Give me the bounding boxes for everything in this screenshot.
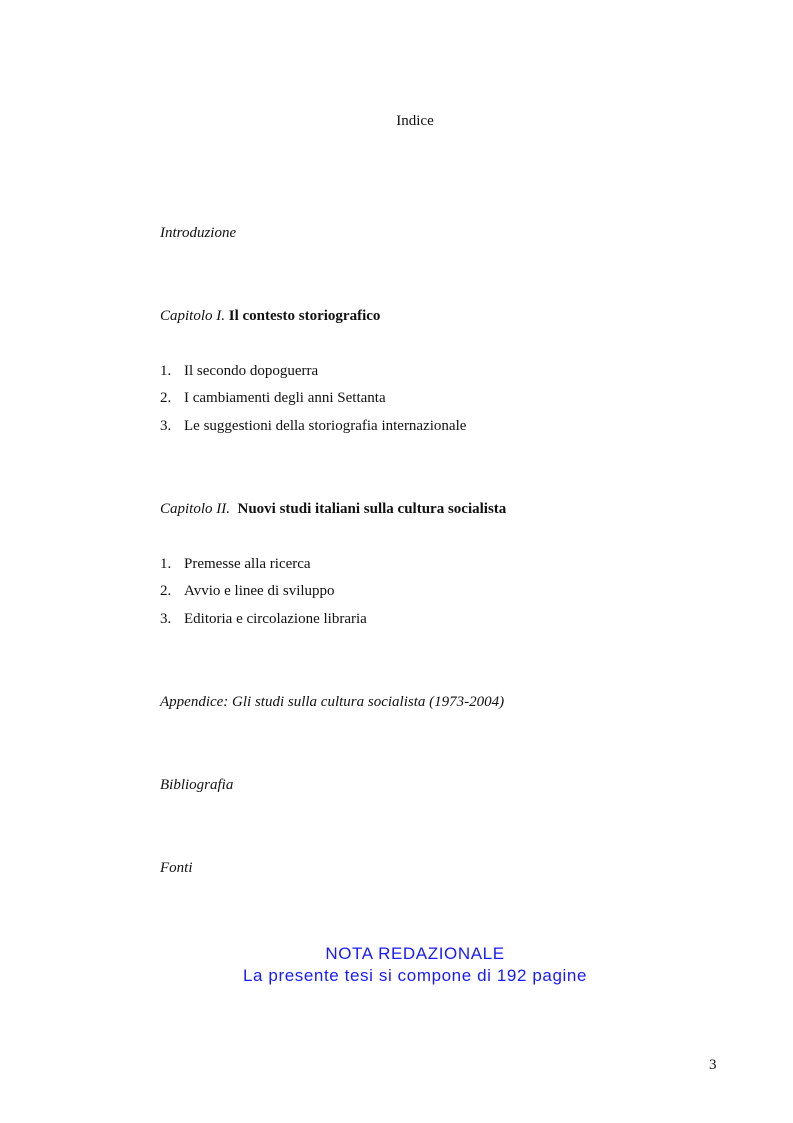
list-item-number: 1. [160,363,172,379]
toc-appendix: Appendice: Gli studi sulla cultura socialista (1973-2004) [160,694,505,710]
list-item-text: Le suggestioni della storiografia internazionale [184,418,467,434]
chapter-1-title: Il contesto storiografico [228,308,381,324]
list-item-text: Il secondo dopoguerra [184,363,319,379]
list-item-number: 2. [160,390,172,406]
list-item-text: Avvio e linee di sviluppo [184,583,335,599]
chapter-1-item [160,418,466,435]
editorial-note-heading: NOTA REDAZIONALE [325,944,505,963]
page-number: 3 [709,1057,717,1073]
list-item-number: 3. [160,611,172,627]
list-item-text: I cambiamenti degli anni Settanta [184,390,386,406]
list-item-number: 1. [160,556,172,572]
list-item-text: Editoria e circolazione libraria [184,611,367,627]
toc-sources: Fonti [160,860,193,876]
chapter-1-heading [160,308,380,325]
toc-bibliography: Bibliografia [160,777,234,793]
chapter-2-item [160,556,311,573]
chapter-2-heading [160,501,506,518]
chapter-1-label: Capitolo I. [160,308,226,324]
chapter-2-title: Nuovi studi italiani sulla cultura socialista [237,501,507,517]
list-item-text: Premesse alla ricerca [184,556,311,572]
chapter-2-item [160,611,367,628]
editorial-note-text: La presente tesi si compone di 192 pagine [242,966,588,985]
chapter-2-item [160,583,335,600]
toc-introduction: Introduzione [160,225,237,241]
chapter-2-label: Capitolo II. [160,501,230,517]
list-item-number: 2. [160,583,172,599]
chapter-1-item [160,363,318,380]
page-title: Indice [396,113,434,129]
chapter-1-item [160,390,386,407]
list-item-number: 3. [160,418,172,434]
